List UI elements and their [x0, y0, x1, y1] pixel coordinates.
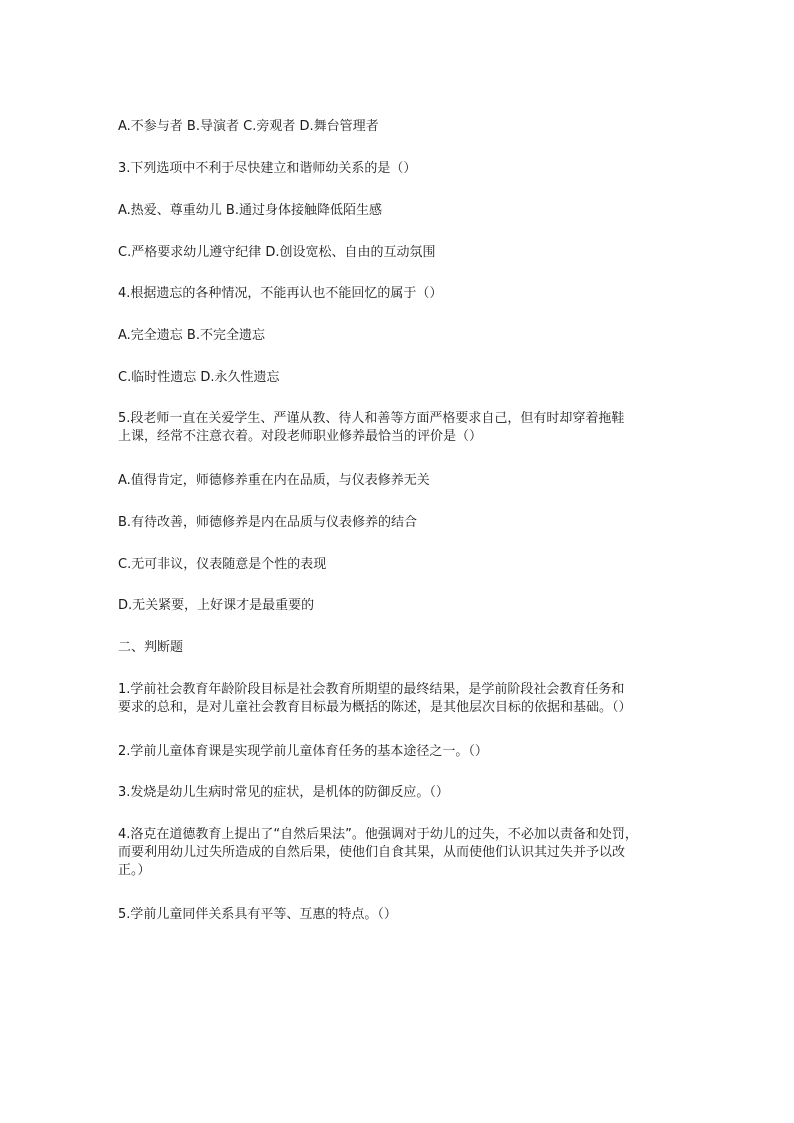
q4-options-cd: C.临时性遗忘 D.永久性遗忘 [118, 370, 280, 385]
q5-stem-line2: 上课，经常不注意衣着。对段老师职业修养最恰当的评价是（） [118, 429, 483, 444]
q5-option-a: A.值得肯定，师德修养重在内在品质，与仪表修养无关 [118, 473, 430, 488]
q3-stem: 3.下列选项中不利于尽快建立和谐师幼关系的是（） [118, 161, 417, 176]
tf4-line2: 而要利用幼儿过失所造成的自然后果，使他们自食其果，从而使他们认识其过失并予以改 [118, 845, 626, 860]
q4-options-ab: A.完全遗忘 B.不完全遗忘 [118, 328, 265, 343]
tf3: 3.发烧是幼儿生病时常见的症状，是机体的防御反应。（） [118, 785, 449, 800]
q5-option-b: B.有待改善，师德修养是内在品质与仪表修养的结合 [118, 515, 418, 530]
tf1-line1: 1.学前社会教育年龄阶段目标是社会教育所期望的最终结果，是学前阶段社会教育任务和 [118, 682, 625, 697]
section-title: 二、判断题 [118, 640, 184, 655]
q2-options: A.不参与者 B.导演者 C.旁观者 D.舞台管理者 [118, 119, 379, 134]
q5-option-c: C.无可非议，仪表随意是个性的表现 [118, 557, 327, 572]
tf5: 5.学前儿童同伴关系具有平等、互惠的特点。（） [118, 907, 397, 922]
q4-stem: 4.根据遗忘的各种情况，不能再认也不能回忆的属于（） [118, 286, 443, 301]
q3-options-ab: A.热爱、尊重幼儿 B.通过身体接触降低陌生感 [118, 203, 382, 218]
q5-option-d: D.无关紧要，上好课才是最重要的 [118, 598, 315, 613]
tf2: 2.学前儿童体育课是实现学前儿童体育任务的基本途径之一。（） [118, 744, 488, 759]
q5-stem-line1: 5.段老师一直在关爱学生、严谨从教、待人和善等方面严格要求自己，但有时却穿着拖鞋 [118, 411, 625, 426]
tf1-line2: 要求的总和，是对儿童社会教育目标最为概括的陈述，是其他层次目标的依据和基础。（） [118, 700, 632, 715]
q3-options-cd: C.严格要求幼儿遵守纪律 D.创设宽松、自由的互动氛围 [118, 245, 436, 260]
tf4-line3: 正。） [118, 863, 151, 878]
tf4-line1: 4.洛克在道德教育上提出了“自然后果法”。他强调对于幼儿的过失，不必加以责备和处罚， [118, 827, 638, 842]
